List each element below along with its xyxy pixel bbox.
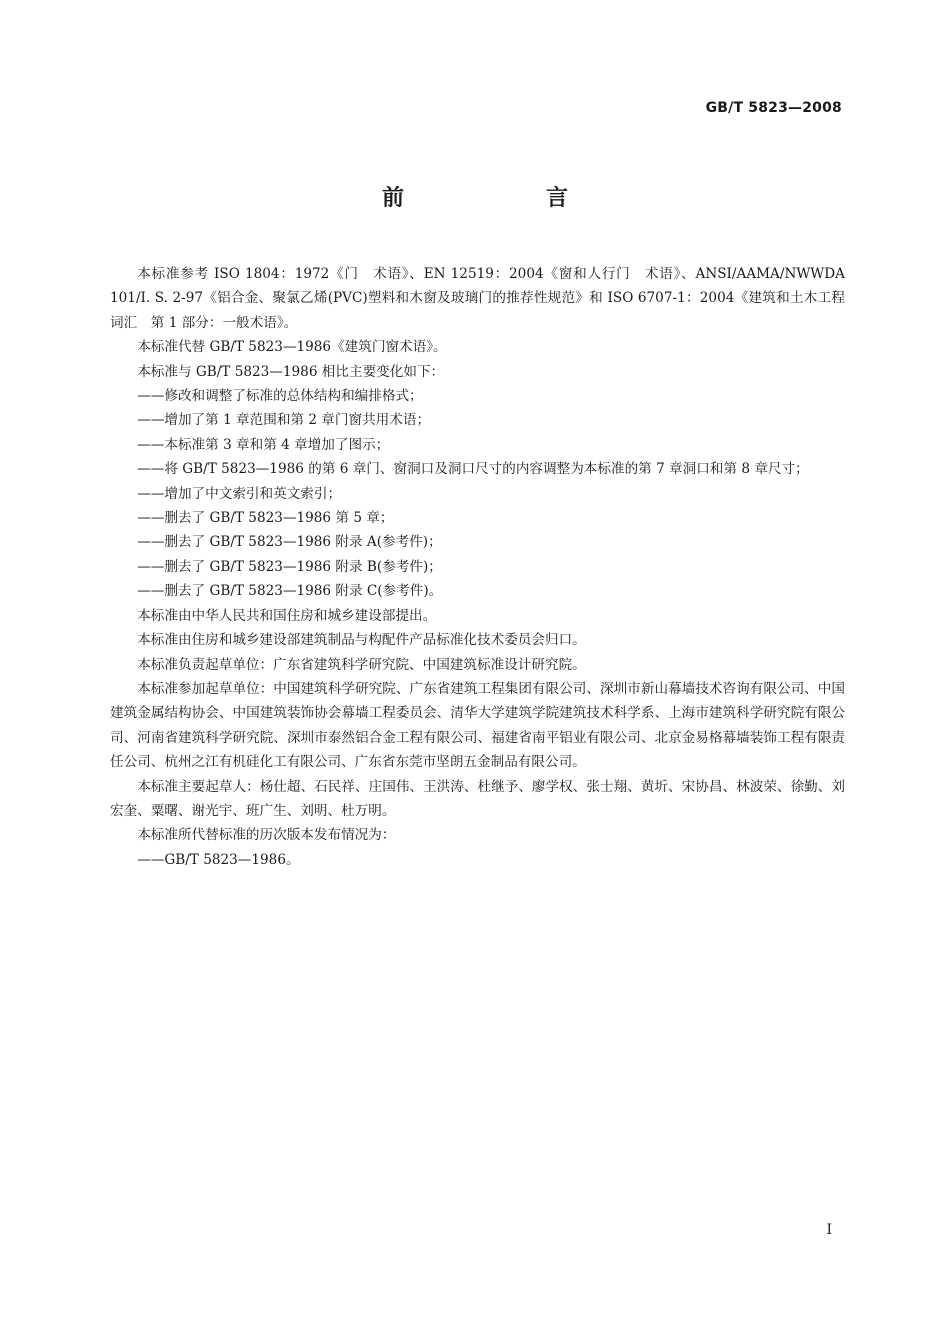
list-item: ——增加了中文索引和英文索引；	[137, 485, 342, 502]
paragraph: 本标准负责起草单位：广东省建筑科学研究院、中国建筑标准设计研究院。	[137, 656, 586, 673]
list-item: ——删去了 GB/T 5823—1986 附录 A(参考件)；	[137, 534, 442, 551]
paragraph: 本标准参考 ISO 1804：1972《门 术语》、EN 12519：2004《窗和人行门 术语》、ANSI/AAMA/NWWDA 101/I. S. 2-97《铝合金、聚氯乙烯(PVC)塑料和木窗及玻璃门的推荐性规范》和 ISO 6707-1：2004《建筑和土木工程 词汇 第 1 部分：一般术语》。	[110, 266, 859, 331]
paragraph: 本标准主要起草人：杨仕超、石民祥、庄国伟、王洪涛、杜继予、廖学权、张士翔、黄圻、宋协昌、林波荣、徐勤、刘宏奎、粟曙、谢光宇、班广生、刘明、杜万明。	[110, 778, 845, 819]
list-item: ——删去了 GB/T 5823—1986 附录 C(参考件)。	[137, 583, 443, 600]
foreword-body	[110, 262, 859, 872]
standard-code: GB/T 5823—2008	[705, 100, 842, 116]
paragraph: 本标准所代替标准的历次版本发布情况为：	[137, 827, 396, 844]
paragraph: 本标准由中华人民共和国住房和城乡建设部提出。	[137, 607, 437, 624]
page-title: 前 言	[381, 186, 628, 211]
paragraph: 本标准由住房和城乡建设部建筑制品与构配件产品标准化技术委员会归口。	[137, 632, 586, 649]
list-item: ——修改和调整了标准的总体结构和编排格式；	[137, 388, 423, 405]
page-number: I	[826, 1222, 832, 1238]
list-item: ——GB/T 5823—1986。	[137, 851, 300, 868]
paragraph: 本标准与 GB/T 5823—1986 相比主要变化如下：	[137, 363, 445, 380]
list-item: ——增加了第 1 章范围和第 2 章门窗共用术语；	[137, 412, 431, 429]
paragraph: 本标准参加起草单位：中国建筑科学研究院、广东省建筑工程集团有限公司、深圳市新山幕墙技术咨询有限公司、中国建筑金属结构协会、中国建筑装饰协会幕墙工程委员会、清华大学建筑学院建筑技术科学系、上海市建筑科学研究院有限公司、河南省建筑科学研究院、深圳市泰然铝合金工程有限公司、福建省南平铝业有限公司、北京金易格幕墙装饰工程有限责任公司、杭州之江有机硅化工有限公司、广东省东莞市坚朗五金制品有限公司。	[110, 680, 845, 771]
list-item: ——本标准第 3 章和第 4 章增加了图示；	[137, 436, 390, 453]
list-item: ——删去了 GB/T 5823—1986 附录 B(参考件)；	[137, 558, 442, 575]
list-item: ——将 GB/T 5823—1986 的第 6 章门、窗洞口及洞口尺寸的内容调整为本标准的第 7 章洞口和第 8 章尺寸；	[137, 461, 809, 478]
list-item: ——删去了 GB/T 5823—1986 第 5 章；	[137, 510, 394, 527]
paragraph: 本标准代替 GB/T 5823—1986《建筑门窗术语》。	[137, 339, 447, 356]
